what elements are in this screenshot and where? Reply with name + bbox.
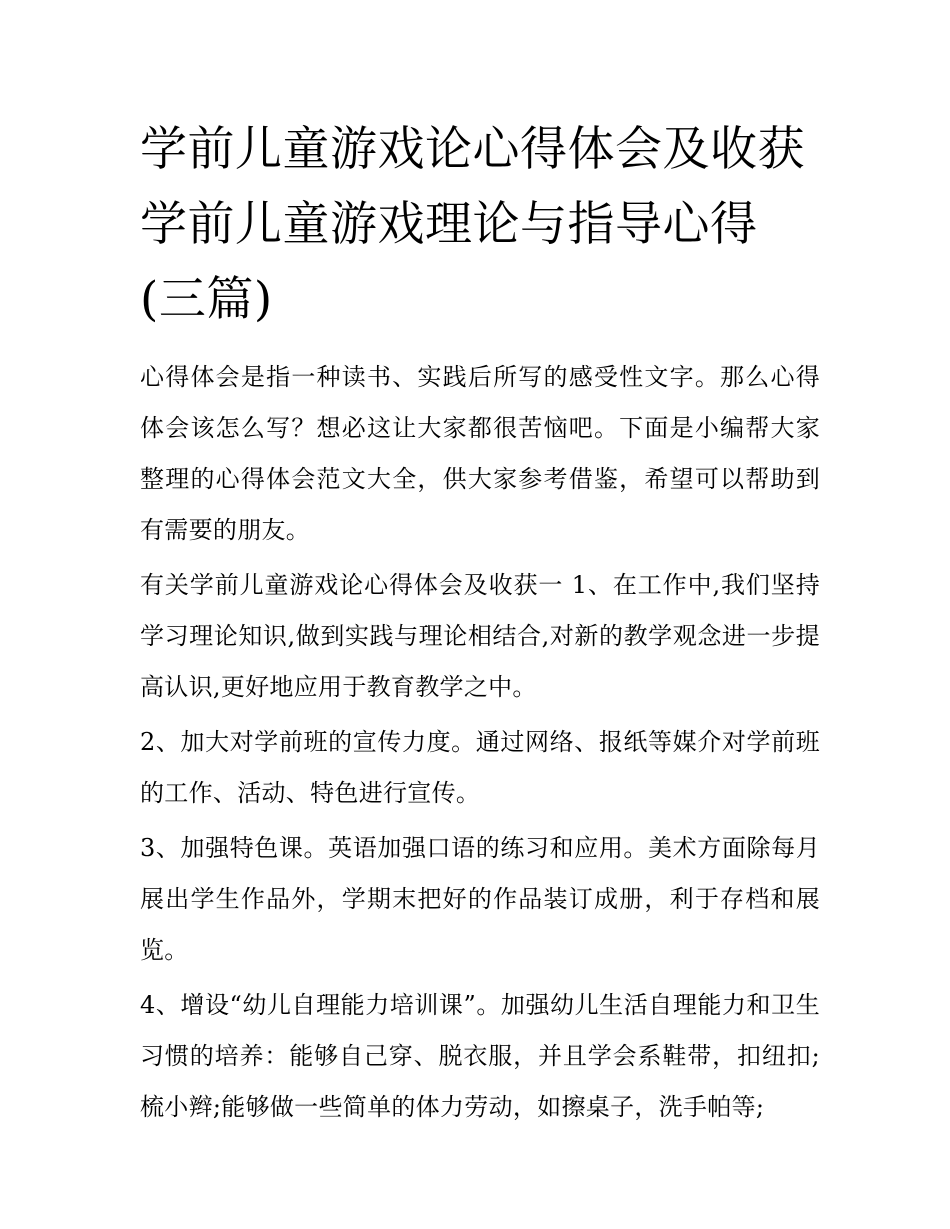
paragraph-item-4: 4、增设“幼儿自理能力培训课”。加强幼儿生活自理能力和卫生习惯的培养：能够自己穿、脱衣服，并且学会系鞋带，扣纽扣;梳小辫;能够做一些简单的体力劳动，如擦桌子，洗手帕等; [140,991,820,1121]
document-title: 学前儿童游戏论心得体会及收获 学前儿童游戏理论与指导心得(三篇) [140,122,821,327]
document-body [140,352,820,1137]
intro-paragraph: 心得体会是指一种读书、实践后所写的感受性文字。那么心得体会该怎么写？想必这让大家都很苦恼吧。下面是小编帮大家整理的心得体会范文大全，供大家参考借鉴，希望可以帮助到有需要的朋友。 [140,363,820,544]
paragraph-item-1: 有关学前儿童游戏论心得体会及收获一 1、在工作中,我们坚持学习理论知识,做到实践与理论相结合,对新的教学观念进一步提高认识,更好地应用于教育教学之中。 [140,571,820,701]
paragraph-item-2: 2、加大对学前班的宣传力度。通过网络、报纸等媒介对学前班的工作、活动、特色进行宣传。 [140,728,820,807]
paragraph-item-3: 3、加强特色课。英语加强口语的练习和应用。美术方面除每月展出学生作品外，学期末把好的作品装订成册，利于存档和展览。 [140,834,820,964]
